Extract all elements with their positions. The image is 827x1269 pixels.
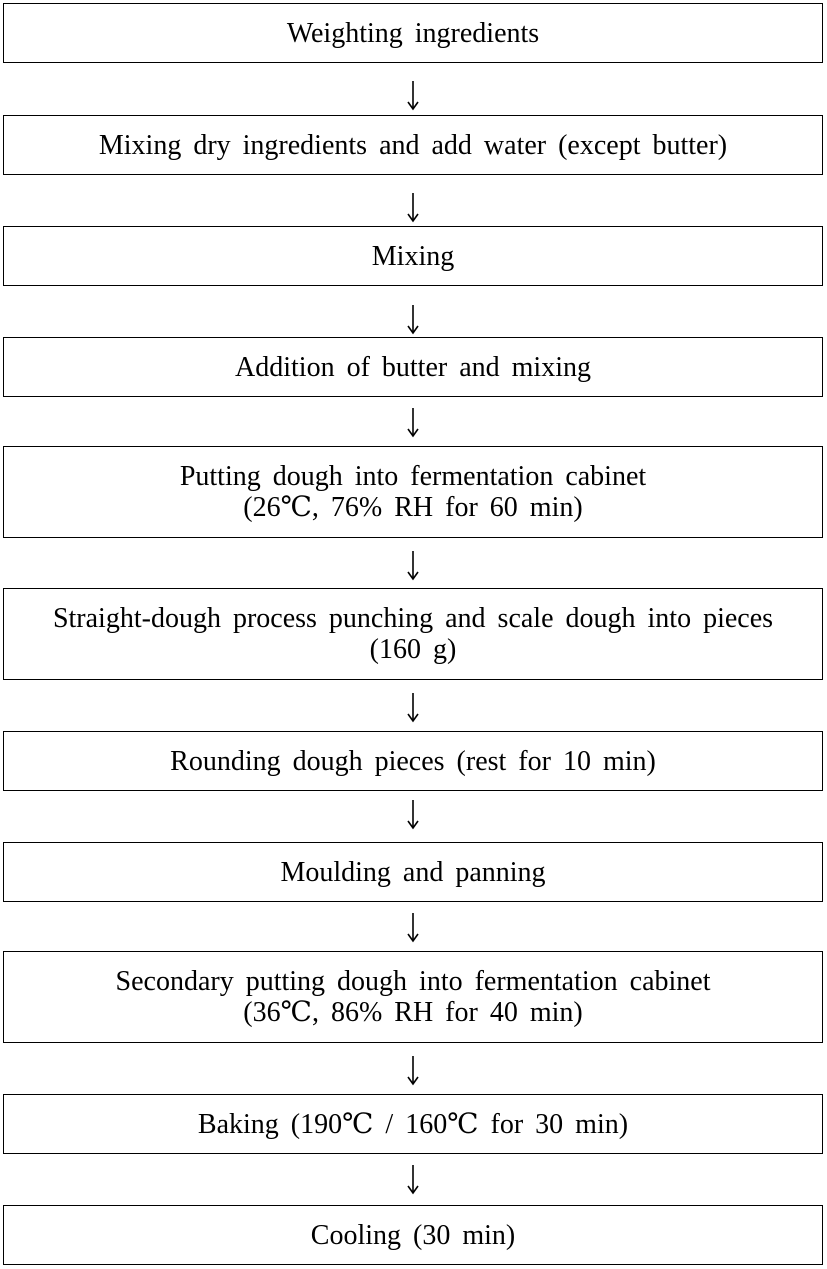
- step-label: Putting dough into fermentation cabinet (26℃, 76% RH for 60 min): [179, 461, 647, 523]
- step-rounding: [3, 731, 823, 791]
- step-baking: [3, 1094, 823, 1154]
- step-label: Moulding and panning: [280, 856, 546, 888]
- down-arrow-icon: [406, 1056, 420, 1086]
- step-label: Mixing dry ingredients and add water (except butter): [98, 129, 728, 161]
- step-moulding: [3, 842, 823, 902]
- step-fermentation-2: [3, 951, 823, 1043]
- step-label: Weighting ingredients: [286, 17, 540, 49]
- down-arrow-icon: [406, 1165, 420, 1195]
- step-fermentation-1: [3, 446, 823, 538]
- down-arrow-icon: [406, 81, 420, 111]
- step-label: Straight-dough process punching and scale dough into pieces (160 g): [52, 603, 774, 665]
- step-mixing: [3, 226, 823, 286]
- step-mixing-dry: [3, 115, 823, 175]
- step-cooling: [3, 1205, 823, 1265]
- step-label: Secondary putting dough into fermentation cabinet (36℃, 86% RH for 40 min): [115, 966, 711, 1028]
- down-arrow-icon: [406, 408, 420, 438]
- step-weighting: [3, 3, 823, 63]
- down-arrow-icon: [406, 800, 420, 830]
- down-arrow-icon: [406, 305, 420, 335]
- step-label: Mixing: [371, 240, 455, 272]
- down-arrow-icon: [406, 193, 420, 223]
- step-butter: [3, 337, 823, 397]
- step-straight-dough: [3, 588, 823, 680]
- step-label: Rounding dough pieces (rest for 10 min): [170, 745, 656, 777]
- down-arrow-icon: [406, 693, 420, 723]
- down-arrow-icon: [406, 913, 420, 943]
- step-label: Cooling (30 min): [310, 1219, 516, 1251]
- step-label: Baking (190℃ / 160℃ for 30 min): [197, 1108, 629, 1140]
- step-label: Addition of butter and mixing: [235, 351, 591, 383]
- down-arrow-icon: [406, 551, 420, 581]
